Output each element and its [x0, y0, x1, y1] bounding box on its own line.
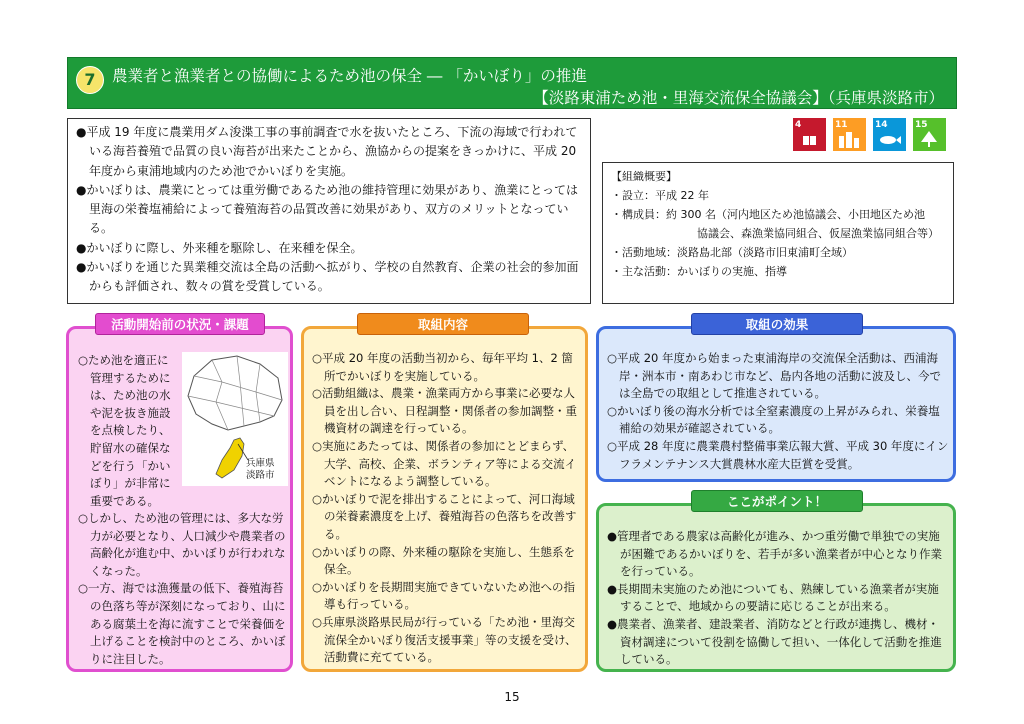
org-title: 【組織概要】 [611, 170, 677, 183]
list-item: ○かいぼりで泥を排出することによって、河口海域の栄養素濃度を上げ、養殖海苔の色落ちを改善する。 [312, 491, 577, 541]
list-item: ○平成 20 年度から始まった東浦海岸の交流保全活動は、西浦海岸・洲本市・南あわじ市など、島内各地の活動に波及し、今では全島での取組として推進されている。 [607, 351, 941, 401]
before-text-top: ○ため池を適正に管理するためには、ため池の水や泥を抜き施設を点検したり、貯留水の確保などを行う「かいぼり」が非常に重要である。 [78, 353, 171, 508]
header-banner [67, 57, 957, 109]
list-item: ●長期間未実施のため池についても、熟練している漁業者が実施することで、地域からの要請に応じることが出来る。 [607, 581, 939, 614]
sdg-4-icon: 4 [793, 118, 826, 151]
organization-overview [602, 162, 954, 304]
org-line: ・活動地域：淡路島北部（淡路市旧東浦町全域） [611, 246, 853, 259]
before-panel-label: 活動開始前の状況・課題 [95, 313, 265, 335]
org-line: ・構成員：約 300 名（河内地区ため池協議会、小田地区ため池 [611, 208, 925, 221]
sdg-15-icon: 15 [913, 118, 946, 151]
page-title: 農業者と漁業者との協働によるため池の保全 ― 「かいぼり」の推進 [112, 67, 587, 85]
list-item: ●農業者、漁業者、建設業者、消防などと行政が連携し、機材・資材調達について役割を協働して担い、一体化して活動を推進している。 [607, 616, 942, 667]
list-item: ○活動組織は、農業・漁業両方から事業に必要な人員を出し合い、日程調整・関係者の参加調整・重機資材の調達を行っている。 [312, 386, 577, 436]
list-item: ○実施にあたっては、関係者の参加にとどまらず、大学、高校、企業、ボランティア等による交流イベントになるよう調整している。 [312, 438, 577, 489]
intro-paragraph: ●かいぼりを通じた異業種交流は全島の活動へ拡がり、学校の自然教育、企業の社会的参加面からも評価され、数々の賞を受賞している。 [76, 260, 579, 294]
sdg-14-icon: 14 [873, 118, 906, 151]
org-line: ・設立：平成 22 年 [611, 189, 709, 202]
actions-panel-label: 取組内容 [357, 313, 529, 335]
list-item: ○平成 20 年度の活動当初から、毎年平均 1、2 箇所でかいぼりを実施している。 [312, 351, 573, 383]
actions-list [312, 350, 582, 667]
list-item: ○兵庫県淡路県民局が行っている「ため池・里海交流保全かいぼり復活支援事業」等の支援を受け、活動費に充てている。 [312, 614, 577, 665]
sdg-11-icon: 11 [833, 118, 866, 151]
case-number-badge: 7 [76, 66, 104, 94]
effects-panel-label: 取組の効果 [691, 313, 863, 335]
list-item: ○かいぼりの際、外来種の駆除を実施し、生態系を保全。 [312, 544, 576, 577]
map-label: 兵庫県 淡路市 [246, 458, 275, 481]
organization-subtitle: 【淡路東浦ため池・里海交流保全協議会】（兵庫県淡路市） [533, 89, 944, 107]
intro-box [67, 118, 591, 304]
list-item: ○平成 28 年度に農業農村整備事業広報大賞、平成 30 年度にインフラメンテナンス大賞農林水産大臣賞を受賞。 [607, 438, 949, 471]
effects-list [607, 350, 950, 473]
list-item: ○かいぼり後の海水分析では全窒素濃度の上昇がみられ、栄養塩補給の効果が確認されている。 [607, 403, 940, 436]
intro-paragraph: ●かいぼりに際し、外来種を駆除し、在来種を保全。 [76, 240, 363, 255]
list-item: ○かいぼりを長期間実施できていないため池への指導も行っている。 [312, 579, 576, 612]
intro-paragraph: ●平成 19 年度に農業用ダム浚渫工事の事前調査で水を抜いたところ、下流の海域で行われている海苔養殖で品質の良い海苔が出来たことから、漁協からの提案をきっかけに、平成 20 年度から東浦地域内のため池でかいぼりを実施。 [76, 125, 578, 178]
intro-paragraph: ●かいぼりは、農業にとっては重労働であるため池の維持管理に効果があり、漁業にとっては里海の栄養塩補給によって養殖海苔の品質改善に効果があり、双方のメリットとなっている。 [76, 182, 578, 236]
sdg-icons [793, 118, 946, 151]
points-panel-label: ここがポイント！ [691, 490, 863, 512]
before-text-bottom: ○しかし、ため池の管理には、多大な労力が必要となり、人口減少や農業者の高齢化が進む中、かいぼりが行われなくなった。 ○一方、海では漁獲量の低下、養殖海苔の色落ち等が深刻になっており、山にある腐葉土を海に流すことで栄養価を上げることを検討中のところ、かいぼりに注目した。 [78, 511, 286, 666]
org-line: 協議会、森漁業協同組合、仮屋漁業協同組合等） [697, 227, 939, 240]
org-line: ・主な活動：かいぼりの実施、指導 [611, 265, 787, 278]
list-item: ●管理者である農家は高齢化が進み、かつ重労働で単独での実施が困難であるかいぼりを、若手が多い漁業者が中心となり作業を行っている。 [607, 529, 942, 579]
points-list [607, 528, 950, 669]
page-number: 15 [504, 690, 520, 704]
